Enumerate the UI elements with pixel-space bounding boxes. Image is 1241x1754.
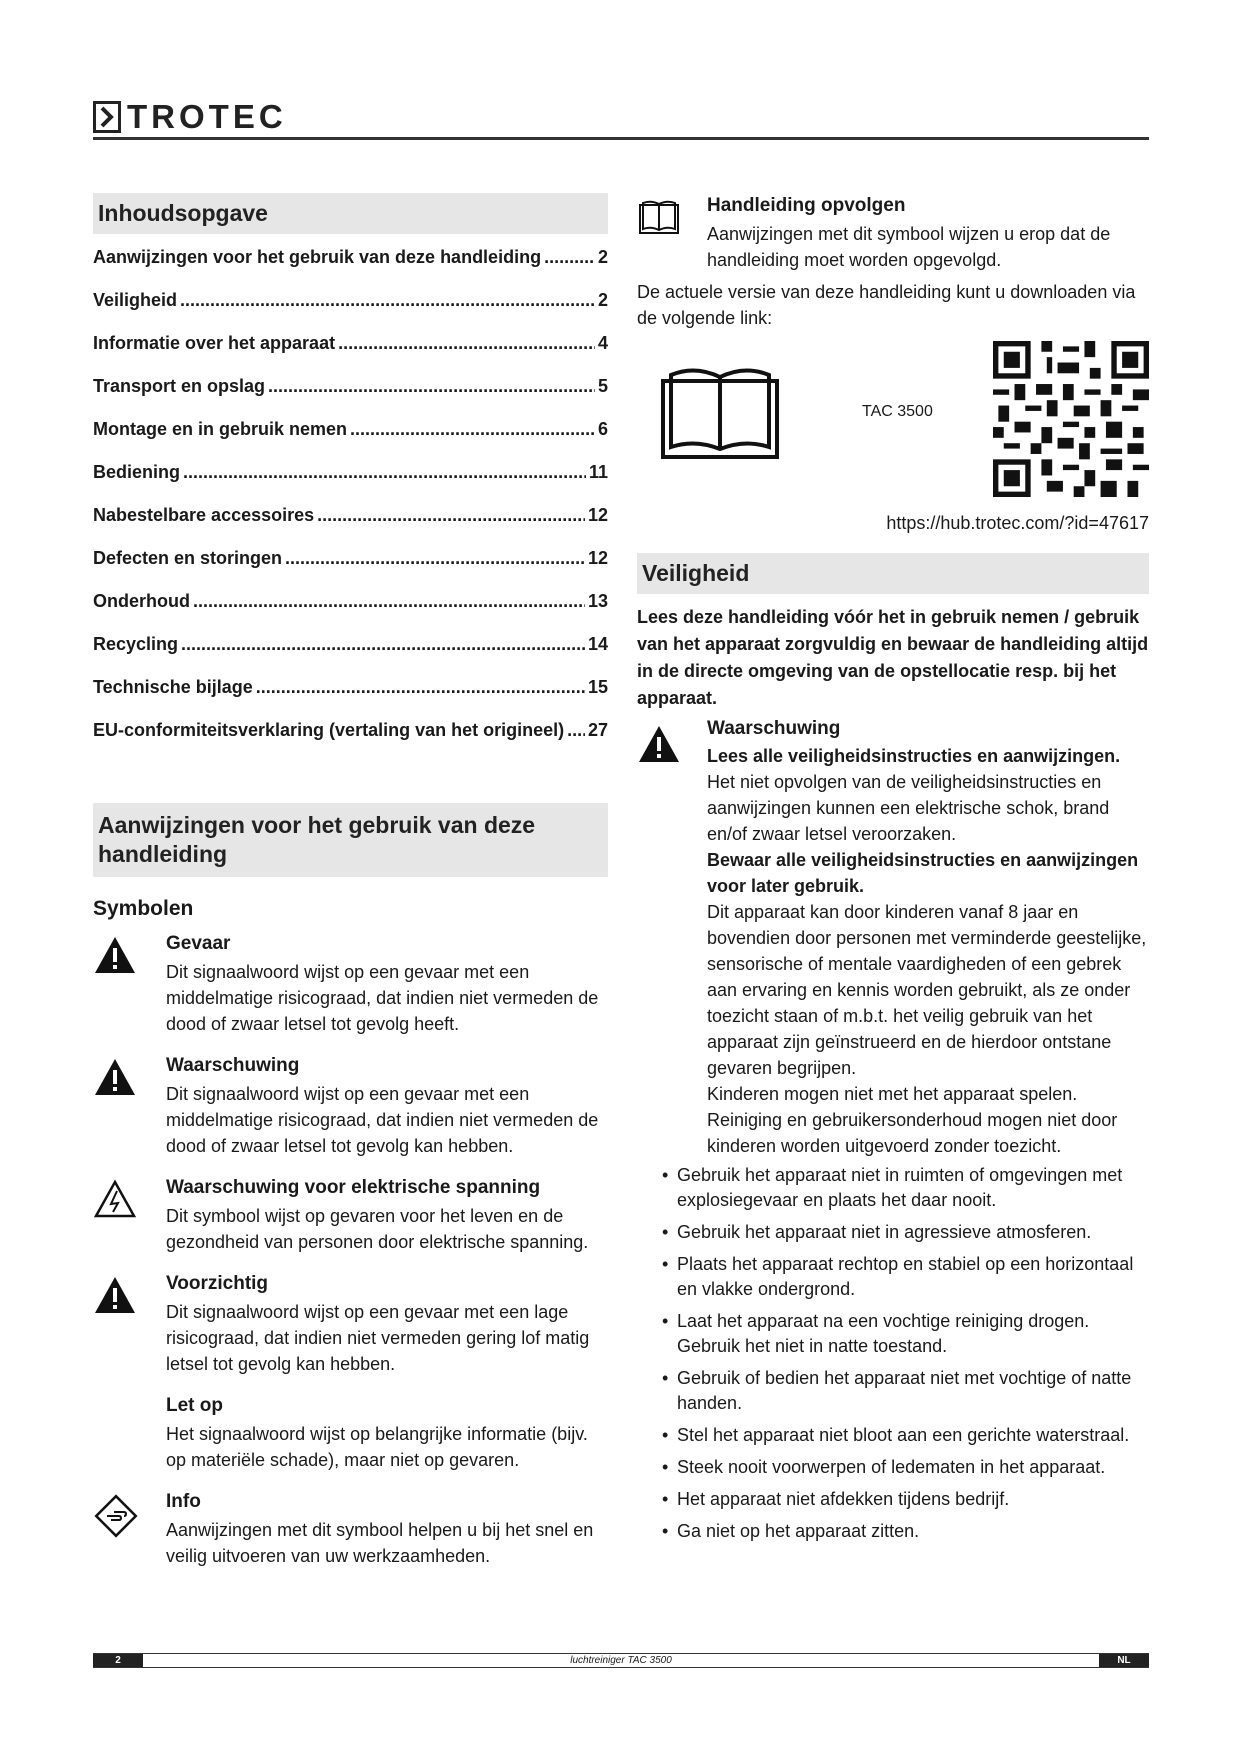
symbols-heading: Symbolen bbox=[93, 897, 194, 920]
toc-entry-title: Technische bijlage bbox=[93, 677, 253, 697]
symbol-text: Aanwijzingen met dit symbool helpen u bij het snel en veilig uitvoeren van uw werkzaamheden. bbox=[166, 1520, 594, 1566]
toc-entry-title: Nabestelbare accessoires bbox=[93, 505, 315, 525]
toc-entry[interactable] bbox=[93, 634, 608, 677]
footer-doc-title: luchtreiniger TAC 3500 bbox=[570, 1655, 672, 1666]
symbol-text: Dit signaalwoord wijst op een gevaar met een lage risicograad, dat indien niet vermeden gering lof matig letsel tot gevolg kan hebben. bbox=[166, 1302, 590, 1374]
toc-entry-title: Aanwijzingen voor het gebruik van deze handleiding bbox=[93, 247, 542, 267]
brand-name: TROTEC bbox=[127, 98, 287, 135]
list-item: • Ga niet op het apparaat zitten. bbox=[637, 1519, 1149, 1544]
toc-entry-page: 4 bbox=[597, 333, 608, 353]
toc-entry[interactable] bbox=[93, 720, 608, 763]
list-item: • Gebruik of bedien het apparaat niet met vochtige of natte handen. bbox=[637, 1366, 1149, 1416]
toc-entry-title: Bediening bbox=[93, 462, 181, 482]
toc-entry-title: EU-conformiteitsverklaring (vertaling van het origineel) bbox=[93, 720, 565, 740]
safety-heading: Veiligheid bbox=[637, 553, 1149, 594]
toc-entry[interactable] bbox=[93, 247, 608, 290]
toc-entry-title: Transport en opslag bbox=[93, 376, 266, 396]
logo-chevron-icon bbox=[93, 101, 121, 133]
toc-heading: Inhoudsopgave bbox=[93, 193, 608, 234]
manual-title: Handleiding opvolgen bbox=[707, 195, 906, 216]
toc-entry-page: 2 bbox=[597, 290, 608, 310]
toc-entry-page: 13 bbox=[587, 591, 608, 611]
left-column bbox=[93, 193, 608, 1587]
toc-entry-page: 12 bbox=[587, 548, 608, 568]
warning-text-2: Dit apparaat kan door kinderen vanaf 8 jaar en bovendien door personen met verminderde geestelijke, sensorische of mentale vaardigheden of een gebrek aan ervaring en kennis worden gebruikt, als ze onder toezicht staan of m.b.t. het veilig gebruik van het apparaat zijn geïnstrueerd en de hierdoor ontstane gevaren begrijpen. bbox=[707, 902, 1147, 1078]
toc-entry-page: 2 bbox=[597, 247, 608, 267]
symbol-title: Gevaar bbox=[166, 933, 231, 954]
toc-entry-title: Defecten en storingen bbox=[93, 548, 283, 568]
warning-title: Waarschuwing bbox=[707, 718, 841, 739]
symbol-title: Voorzichtig bbox=[166, 1273, 269, 1294]
safety-intro: Lees deze handleiding vóór het in gebruik nemen / gebruik van het apparaat zorgvuldig en bewaar de handleiding altijd in de directe omgeving van de opstellocatie resp. bij het apparaat. bbox=[637, 607, 1149, 708]
qr-code[interactable] bbox=[993, 341, 1149, 497]
header-rule bbox=[93, 137, 1149, 140]
toc-entry-page: 5 bbox=[597, 376, 608, 396]
manual-book-icon bbox=[637, 199, 681, 235]
list-item: • Laat het apparaat na een vochtige reiniging drogen. Gebruik het niet in natte toestand. bbox=[637, 1309, 1149, 1359]
symbol-danger bbox=[93, 933, 608, 1037]
toc-entry-title: Recycling bbox=[93, 634, 179, 654]
electric-voltage-icon bbox=[93, 1179, 137, 1219]
toc-entry[interactable] bbox=[93, 505, 608, 548]
caution-icon bbox=[93, 1275, 137, 1315]
footer-language: NL bbox=[1099, 1654, 1149, 1667]
instructions-heading: Aanwijzingen voor het gebruik van deze handleiding bbox=[93, 803, 608, 877]
symbol-title: Let op bbox=[166, 1395, 223, 1416]
symbol-caution bbox=[93, 1273, 608, 1377]
safety-warning bbox=[637, 718, 1149, 1159]
toc-entry-page: 12 bbox=[587, 505, 608, 525]
toc-entry-title: Onderhoud bbox=[93, 591, 190, 611]
list-item: • Gebruik het apparaat niet in ruimten of omgevingen met explosiegevaar en plaats het daar nooit. bbox=[637, 1163, 1149, 1213]
warning-text-3: Kinderen mogen niet met het apparaat spelen. bbox=[707, 1084, 1078, 1104]
toc-entry[interactable] bbox=[93, 376, 608, 419]
info-hand-icon bbox=[93, 1493, 139, 1539]
symbol-text: Dit symbool wijst op gevaren voor het leven en de gezondheid van personen door elektrische spanning. bbox=[166, 1206, 589, 1252]
warning-bold-1: Lees alle veiligheidsinstructies en aanwijzingen. bbox=[707, 746, 1121, 766]
toc-entry-page: 11 bbox=[588, 462, 608, 482]
trotec-logo bbox=[93, 98, 287, 136]
right-column bbox=[637, 193, 1149, 1551]
manual-note bbox=[637, 195, 1149, 273]
footer-page-number: 2 bbox=[93, 1654, 143, 1667]
download-text: De actuele versie van deze handleiding kunt u downloaden via de volgende link: bbox=[637, 282, 1136, 328]
toc-entry-title: Informatie over het apparaat bbox=[93, 333, 336, 353]
toc-entry-title: Veiligheid bbox=[93, 290, 178, 310]
toc-entry-page: 6 bbox=[597, 419, 608, 439]
warning-icon bbox=[93, 1057, 137, 1097]
list-item: • Het apparaat niet afdekken tijdens bedrijf. bbox=[637, 1487, 1149, 1512]
toc-entry-page: 27 bbox=[587, 720, 608, 740]
list-item: • Steek nooit voorwerpen of ledematen in het apparaat. bbox=[637, 1455, 1149, 1480]
toc-entry[interactable] bbox=[93, 591, 608, 634]
list-item: • Gebruik het apparaat niet in agressieve atmosferen. bbox=[637, 1220, 1149, 1245]
toc-entry-page: 15 bbox=[587, 677, 608, 697]
toc-entry[interactable] bbox=[93, 333, 608, 376]
toc-entry[interactable] bbox=[93, 548, 608, 591]
model-label: TAC 3500 bbox=[862, 403, 933, 420]
download-block bbox=[637, 331, 1149, 541]
page-footer bbox=[93, 1653, 1149, 1668]
symbol-electric bbox=[93, 1177, 608, 1255]
manual-text: Aanwijzingen met dit symbool wijzen u erop dat de handleiding moet worden opgevolgd. bbox=[707, 224, 1111, 270]
table-of-contents bbox=[93, 247, 608, 763]
toc-entry[interactable] bbox=[93, 290, 608, 333]
warning-text-4: Reiniging en gebruikersonderhoud mogen niet door kinderen worden uitgevoerd zonder toezicht. bbox=[707, 1110, 1118, 1156]
warning-bold-2: Bewaar alle veiligheidsinstructies en aanwijzingen voor later gebruik. bbox=[707, 850, 1139, 896]
warning-text-1: Het niet opvolgen van de veiligheidsinstructies en aanwijzingen kunnen een elektrische schok, brand en/of zwaar letsel veroorzaken. bbox=[707, 772, 1110, 844]
open-book-icon bbox=[659, 361, 781, 461]
toc-entry-title: Montage en in gebruik nemen bbox=[93, 419, 348, 439]
toc-entry[interactable] bbox=[93, 462, 608, 505]
symbol-info bbox=[93, 1491, 608, 1569]
toc-entry[interactable] bbox=[93, 419, 608, 462]
symbol-text: Dit signaalwoord wijst op een gevaar met een middelmatige risicograad, dat indien niet vermeden de dood of zwaar letsel tot gevolg kan hebben. bbox=[166, 1084, 599, 1156]
symbol-warning bbox=[93, 1055, 608, 1159]
symbol-title: Info bbox=[166, 1491, 201, 1512]
symbol-text: Het signaalwoord wijst op belangrijke informatie (bijv. op materiële schade), maar niet op gevaren. bbox=[166, 1424, 588, 1470]
list-item: • Plaats het apparaat rechtop en stabiel op een horizontaal en vlakke ondergrond. bbox=[637, 1252, 1149, 1302]
symbol-title: Waarschuwing voor elektrische spanning bbox=[166, 1177, 541, 1198]
list-item: • Stel het apparaat niet bloot aan een gerichte waterstraal. bbox=[637, 1423, 1149, 1448]
symbol-note bbox=[93, 1395, 608, 1473]
toc-entry-page: 14 bbox=[587, 634, 608, 654]
toc-entry[interactable] bbox=[93, 677, 608, 720]
warning-icon bbox=[637, 724, 681, 764]
symbol-text: Dit signaalwoord wijst op een gevaar met een middelmatige risicograad, dat indien niet vermeden de dood of zwaar letsel tot gevolg heeft. bbox=[166, 962, 599, 1034]
download-url[interactable]: https://hub.trotec.com/?id=47617 bbox=[886, 513, 1149, 533]
safety-bullet-list bbox=[637, 1163, 1149, 1544]
danger-warning-icon bbox=[93, 935, 137, 975]
symbol-title: Waarschuwing bbox=[166, 1055, 300, 1076]
